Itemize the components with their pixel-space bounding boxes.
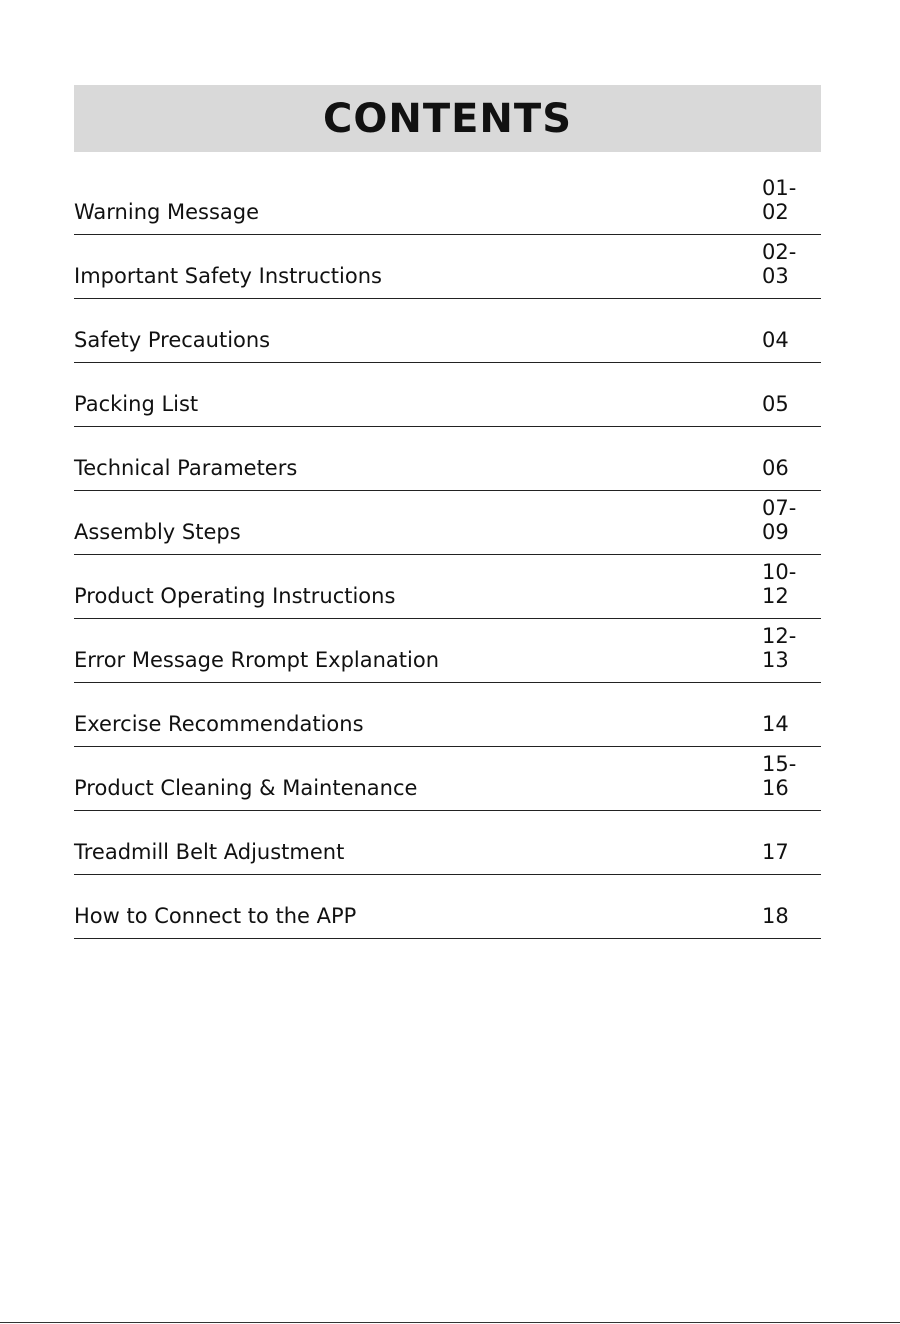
toc-row	[74, 619, 821, 683]
page-title: CONTENTS	[322, 95, 572, 142]
toc-item-page: 06	[762, 456, 789, 480]
toc-item-label: Exercise Recommendations	[74, 712, 364, 736]
toc-row	[74, 491, 821, 555]
toc-item-label: Product Cleaning & Maintenance	[74, 776, 418, 800]
toc-item-label: Product Operating Instructions	[74, 584, 396, 608]
toc-row	[74, 811, 821, 875]
toc-item-label: Assembly Steps	[74, 520, 241, 544]
toc-item-label: Safety Precautions	[74, 328, 271, 352]
toc-item-page: 14	[762, 712, 789, 736]
toc-item-page: 02-03	[762, 240, 797, 288]
toc-row	[74, 555, 821, 619]
toc-row	[74, 363, 821, 427]
toc-row	[74, 875, 821, 939]
contents-header	[74, 85, 821, 152]
toc-item-label: Important Safety Instructions	[74, 264, 382, 288]
page-bottom-divider	[0, 1322, 900, 1323]
toc-item-page: 15-16	[762, 752, 797, 800]
toc-row	[74, 171, 821, 235]
toc-row	[74, 235, 821, 299]
toc-item-page: 05	[762, 392, 789, 416]
toc-row	[74, 299, 821, 363]
toc-item-label: Technical Parameters	[74, 456, 298, 480]
toc-row	[74, 683, 821, 747]
toc-item-page: 10-12	[762, 560, 797, 608]
toc-item-page: 17	[762, 840, 789, 864]
toc-item-page: 01-02	[762, 176, 797, 224]
toc-item-label: Treadmill Belt Adjustment	[74, 840, 345, 864]
toc-item-page: 07-09	[762, 496, 797, 544]
toc-item-label: Packing List	[74, 392, 199, 416]
toc-item-label: Warning Message	[74, 200, 260, 224]
toc-item-page: 04	[762, 328, 789, 352]
toc-item-page: 18	[762, 904, 789, 928]
toc-item-label: How to Connect to the APP	[74, 904, 357, 928]
toc-item-page: 12-13	[762, 624, 797, 672]
toc-item-label: Error Message Rrompt Explanation	[74, 648, 440, 672]
toc-row	[74, 427, 821, 491]
toc-row	[74, 747, 821, 811]
table-of-contents	[74, 171, 821, 939]
